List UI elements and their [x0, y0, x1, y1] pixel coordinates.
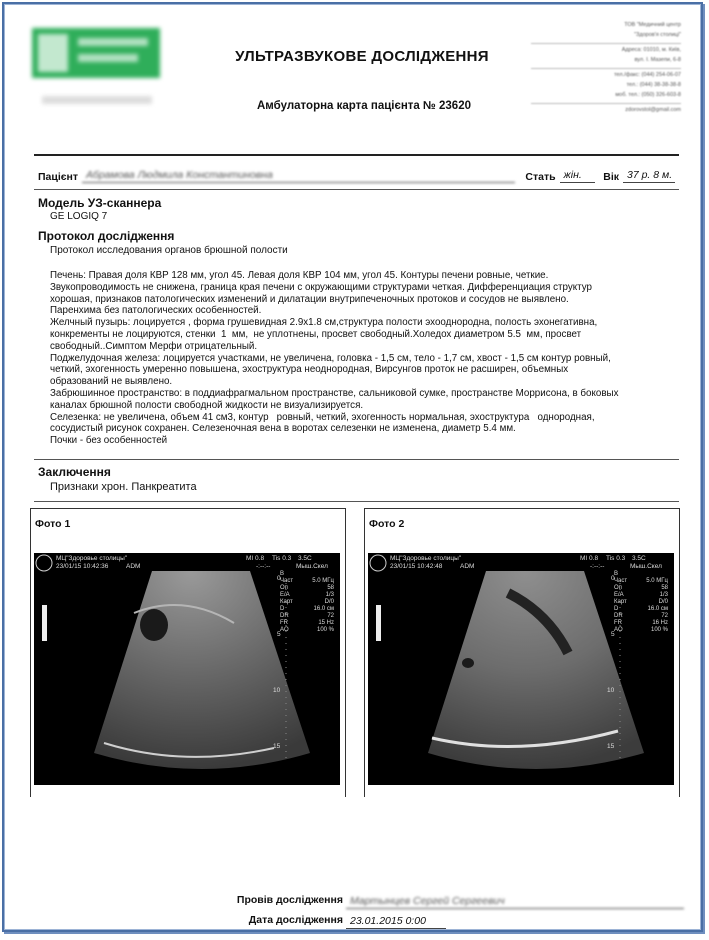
scan-sector	[94, 571, 310, 769]
param-key: Е/А	[280, 592, 290, 598]
grayscale-bar	[376, 605, 381, 641]
photo-label: Фото 1	[35, 518, 71, 530]
param-value: 16.0 см	[313, 606, 334, 612]
user-overlay: ADM	[460, 563, 475, 570]
org-line: тел./факс: (044) 254-06-07	[531, 68, 681, 80]
organization-info	[531, 20, 681, 115]
report-title: УЛЬТРАЗВУКОВЕ ДОСЛІДЖЕННЯ	[235, 48, 489, 65]
clinic-overlay: МЦ"Здоровье столицы"	[390, 555, 462, 562]
protocol-line: Поджелудочная железа: лоцируется участками, не увеличена, головка - 1,5 см, тело - 1,7 см, хвост - 1,5 см контур ровный,	[50, 352, 611, 364]
param-value: 16.0 см	[647, 606, 668, 612]
tis-overlay: Tis 0.3	[272, 555, 292, 562]
gallbladder-shape	[140, 609, 168, 641]
param-key: Карт	[614, 599, 627, 605]
param-key: FR	[280, 620, 288, 626]
tis-overlay: Tis 0.3	[606, 555, 626, 562]
param-key: Карт	[280, 599, 293, 605]
datetime-overlay: 23/01/15 10:42:36	[56, 563, 109, 570]
param-key: DR	[280, 613, 289, 619]
logo-caption-blurred	[42, 96, 152, 104]
conclusion-label: Заключення	[38, 465, 111, 479]
probe-overlay: 3.5C	[632, 555, 646, 562]
param-value: 72	[661, 613, 668, 619]
performer-label: Провів дослідження	[236, 894, 343, 906]
protocol-line: каналах брюшной полости свободной жидкости не визуализируется.	[50, 399, 364, 411]
photo-panel-1	[30, 508, 346, 797]
param-value: 16 Hz	[652, 620, 668, 626]
param-value: D/0	[658, 599, 668, 605]
protocol-line: конкременты не лоцируются, стенки 1 мм, не уплотнены, просвет свободный.Холедох диаметром 5.5 мм, просвет	[50, 328, 582, 340]
param-value: 72	[327, 613, 334, 619]
conclusion-divider	[34, 459, 679, 460]
protocol-line: Забрюшинное пространство: в поддиафрагмальном пространстве, сальниковой сумке, пространстве Моррисона, в боковых	[50, 387, 619, 399]
param-key: AO	[280, 627, 289, 633]
protocol-line: хорошая, признаков патологических изменений и дилатации внутрипеченочных протоков и сосудов не выявлено.	[50, 293, 569, 305]
datetime-overlay: 23/01/15 10:42:48	[390, 563, 443, 570]
param-key: D	[614, 606, 619, 612]
param-key: FR	[614, 620, 622, 626]
clinic-logo	[32, 28, 160, 78]
performer-name: Мартынцев Сергей Сергеевич	[346, 894, 684, 909]
clinic-overlay: МЦ"Здоровье столицы"	[56, 555, 128, 562]
dashes-overlay: -:--:--	[256, 563, 271, 570]
param-value: 15 Hz	[318, 620, 334, 626]
depth-tick: 10	[607, 687, 615, 694]
depth-tick: 5	[277, 631, 281, 638]
card-number: Амбулаторна карта пацієнта № 23620	[257, 100, 471, 112]
ultrasound-image-2	[368, 553, 674, 785]
scan-parameters	[614, 571, 668, 634]
ge-logo-icon	[36, 555, 52, 571]
preset-overlay: Мыш.Скел	[296, 563, 328, 570]
mi-overlay: MI 0.8	[246, 555, 265, 562]
grayscale-bar	[42, 605, 47, 641]
ultrasound-image-1	[34, 553, 340, 785]
org-line: вул. І. Мазепи, 6-8	[634, 57, 681, 63]
preset-overlay: Мыш.Скел	[630, 563, 662, 570]
date-label: Дата дослідження	[248, 914, 343, 926]
param-key: Е/А	[614, 592, 624, 598]
org-line: ТОВ "Медичний центр	[624, 22, 681, 28]
sex-label: Стать	[525, 171, 556, 183]
param-value: 100 %	[316, 627, 334, 633]
dashes-overlay: -:--:--	[590, 563, 605, 570]
param-key: Оп	[280, 585, 288, 591]
protocol-label: Протокол дослідження	[38, 229, 175, 243]
photo-label: Фото 2	[369, 518, 405, 530]
param-key: Част	[280, 578, 294, 584]
depth-tick: 0	[277, 575, 281, 582]
depth-tick: 15	[273, 743, 281, 750]
header-divider	[34, 154, 679, 156]
mode-label: B	[614, 571, 619, 577]
protocol-line: четкий, эхогенность умеренно повышена, эхоструктура неоднородная, Вирсунгов проток не расширен, объемных	[50, 364, 569, 376]
protocol-line: Желчный пузырь: лоцируется , форма грушевидная 2.9х1.8 см,структура полости эхооднородна, полость эхонегативна,	[50, 317, 598, 329]
depth-tick: 15	[607, 743, 615, 750]
protocol-body	[50, 270, 674, 447]
ge-logo-icon	[370, 555, 386, 571]
org-line: zdorovstol@gmail.com	[531, 103, 681, 115]
param-key: Оп	[614, 585, 622, 591]
param-value: 1/3	[659, 592, 668, 598]
photos-divider	[34, 501, 679, 502]
mi-overlay: MI 0.8	[580, 555, 599, 562]
patient-age: 37 р. 8 м.	[623, 168, 675, 183]
user-overlay: ADM	[126, 563, 141, 570]
protocol-line: Паренхима без патологических особенностей.	[50, 305, 262, 317]
photo-panel-2	[364, 508, 680, 797]
param-value: 1/3	[325, 592, 334, 598]
report-page	[2, 2, 703, 932]
patient-sex: жін.	[560, 168, 596, 183]
depth-tick: 10	[273, 687, 281, 694]
scanner-label: Модель УЗ-сканнера	[38, 196, 162, 210]
scan-sector	[428, 571, 644, 769]
protocol-line: Звукопроводимость не снижена, граница края печени с окружающими структурами четкая. Дифференциация структур	[50, 281, 592, 293]
scan-parameters	[280, 571, 334, 634]
param-value: 58	[661, 585, 668, 591]
exam-date: 23.01.2015 0:00	[346, 914, 446, 929]
protocol-line: сосудистый рисунок сохранен. Селезеночная вена в воротах селезенки не изменена, диаметр 5.4 мм.	[50, 423, 516, 435]
patient-name: Абрамова Людмила Константиновна	[82, 168, 515, 183]
param-value: 58	[327, 585, 334, 591]
param-value: D/0	[324, 599, 334, 605]
protocol-line: Селезенка: не увеличена, объем 41 см3, контур ровный, четкий, эхогенность нормальная, эхоструктура однородная,	[50, 411, 595, 423]
conclusion-value: Признаки хрон. Панкреатита	[50, 481, 197, 493]
param-key: AO	[614, 627, 623, 633]
mode-label: B	[280, 571, 285, 577]
org-line: моб. тел.: (050) 326-603-8	[615, 92, 681, 98]
param-value: 5.0 МГц	[312, 578, 334, 584]
org-line: Адреса: 01010, м. Київ,	[531, 43, 681, 55]
param-value: 100 %	[650, 627, 668, 633]
scanner-value: GE LOGIQ 7	[50, 211, 108, 222]
param-key: Част	[614, 578, 628, 584]
protocol-line: свободный..Симптом Мерфи отрицательный.	[50, 340, 258, 352]
protocol-line: Печень: Правая доля КВР 128 мм, угол 45. Левая доля КВР 104 мм, угол 45. Контуры печени ровные, четкие.	[50, 270, 549, 281]
protocol-line: образований не выявлено.	[50, 376, 173, 388]
param-key: D	[280, 606, 285, 612]
org-line: "Здоров'я столиці"	[634, 32, 681, 38]
probe-overlay: 3.5C	[298, 555, 312, 562]
depth-tick: 0	[611, 575, 615, 582]
protocol-line: Почки - без особенностей	[50, 435, 168, 447]
patient-label: Пацієнт	[38, 171, 79, 183]
patient-divider	[34, 189, 679, 190]
protocol-title: Протокол исследования органов брюшной полости	[50, 245, 288, 256]
param-key: DR	[614, 613, 623, 619]
depth-tick: 5	[611, 631, 615, 638]
org-line: тел.: (044) 38-38-38-8	[626, 82, 681, 88]
param-value: 5.0 МГц	[646, 578, 668, 584]
age-label: Вік	[603, 171, 619, 183]
patient-row	[38, 167, 675, 183]
